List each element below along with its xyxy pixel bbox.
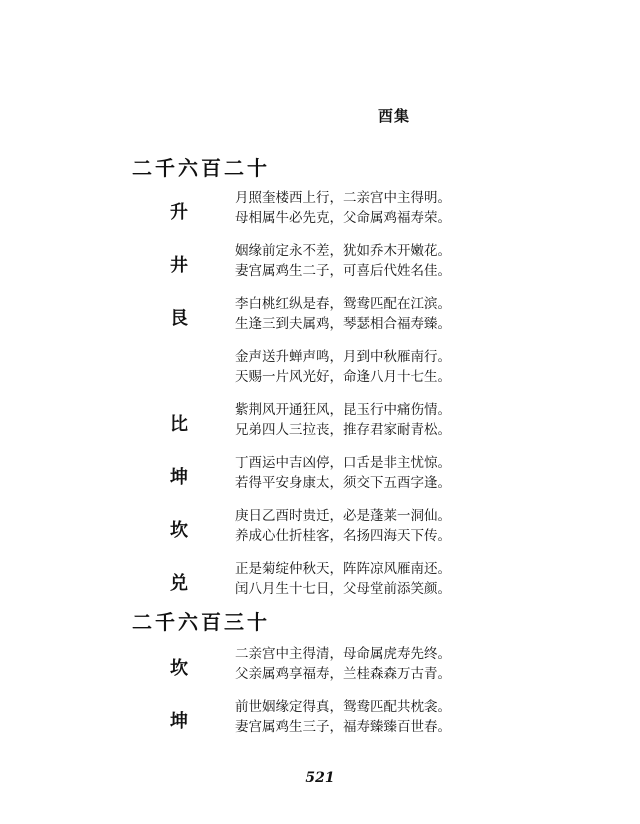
verse-line: 养成心仕折桂客，名扬四海天下传。 (235, 528, 451, 544)
verse-line: 丁酉运中吉凶停，口舌是非主忧惊。 (235, 455, 451, 471)
section-title: 二千六百二十 (132, 156, 270, 180)
trigram-label: 兑 (170, 573, 188, 594)
verse-line: 金声送升蝉声鸣，月到中秋雁南行。 (235, 349, 451, 365)
verse-text (235, 400, 451, 440)
verse-text (235, 506, 451, 546)
verse-line: 姻缘前定永不差，犹如乔木开嫩花。 (235, 243, 451, 259)
trigram-label: 艮 (170, 308, 188, 329)
verse-line: 前世姻缘定得真，鸳鸯匹配共枕衾。 (235, 699, 451, 715)
verse-line: 天赐一片风光好，命逢八月十七生。 (235, 369, 451, 385)
verse-line: 父亲属鸡享福寿，兰桂森森万古青。 (235, 666, 451, 682)
verse-text (235, 294, 451, 334)
trigram-label: 坎 (170, 520, 188, 541)
verse-text (235, 241, 451, 281)
verse-line: 若得平安身康太，须交下五酉字逢。 (235, 475, 451, 491)
verse-line: 二亲宫中主得清，母命属虎寿先终。 (235, 646, 451, 662)
verse-line: 紫荆风开通狂风，昆玉行中痛伤情。 (235, 402, 451, 418)
verse-line: 生逢三到夫属鸡，琴瑟相合福寿臻。 (235, 316, 451, 332)
verse-text (235, 644, 451, 684)
verse-line: 庚日乙酉时贵迁，必是蓬莱一洞仙。 (235, 508, 451, 524)
verse-text (235, 188, 451, 228)
verse-line: 母相属牛必先克，父命属鸡福寿荣。 (235, 210, 451, 226)
trigram-label: 井 (170, 255, 188, 276)
verse-text (235, 559, 451, 599)
running-head: 酉集 (378, 107, 411, 125)
verse-line: 月照奎楼西上行，二亲宫中主得明。 (235, 190, 451, 206)
verse-text (235, 697, 451, 737)
trigram-label: 坤 (170, 467, 188, 488)
verse-text (235, 347, 451, 387)
verse-line: 兄弟四人三拉丧，推存君家耐青松。 (235, 422, 451, 438)
trigram-label: 坤 (170, 711, 188, 732)
verse-line: 闰八月生十七日，父母堂前添笑颜。 (235, 581, 451, 597)
verse-text (235, 453, 451, 493)
section-title: 二千六百三十 (132, 610, 270, 634)
trigram-label: 比 (170, 414, 188, 435)
page-number: 521 (305, 770, 335, 786)
trigram-label: 升 (170, 202, 188, 223)
verse-line: 妻宫属鸡生三子，福寿臻臻百世春。 (235, 719, 451, 735)
verse-line: 李白桃红纵是春，鸳鸯匹配在江滨。 (235, 296, 451, 312)
trigram-label: 坎 (170, 658, 188, 679)
verse-line: 正是菊绽仲秋天，阵阵凉风雁南还。 (235, 561, 451, 577)
verse-line: 妻宫属鸡生二子，可喜后代姓名佳。 (235, 263, 451, 279)
